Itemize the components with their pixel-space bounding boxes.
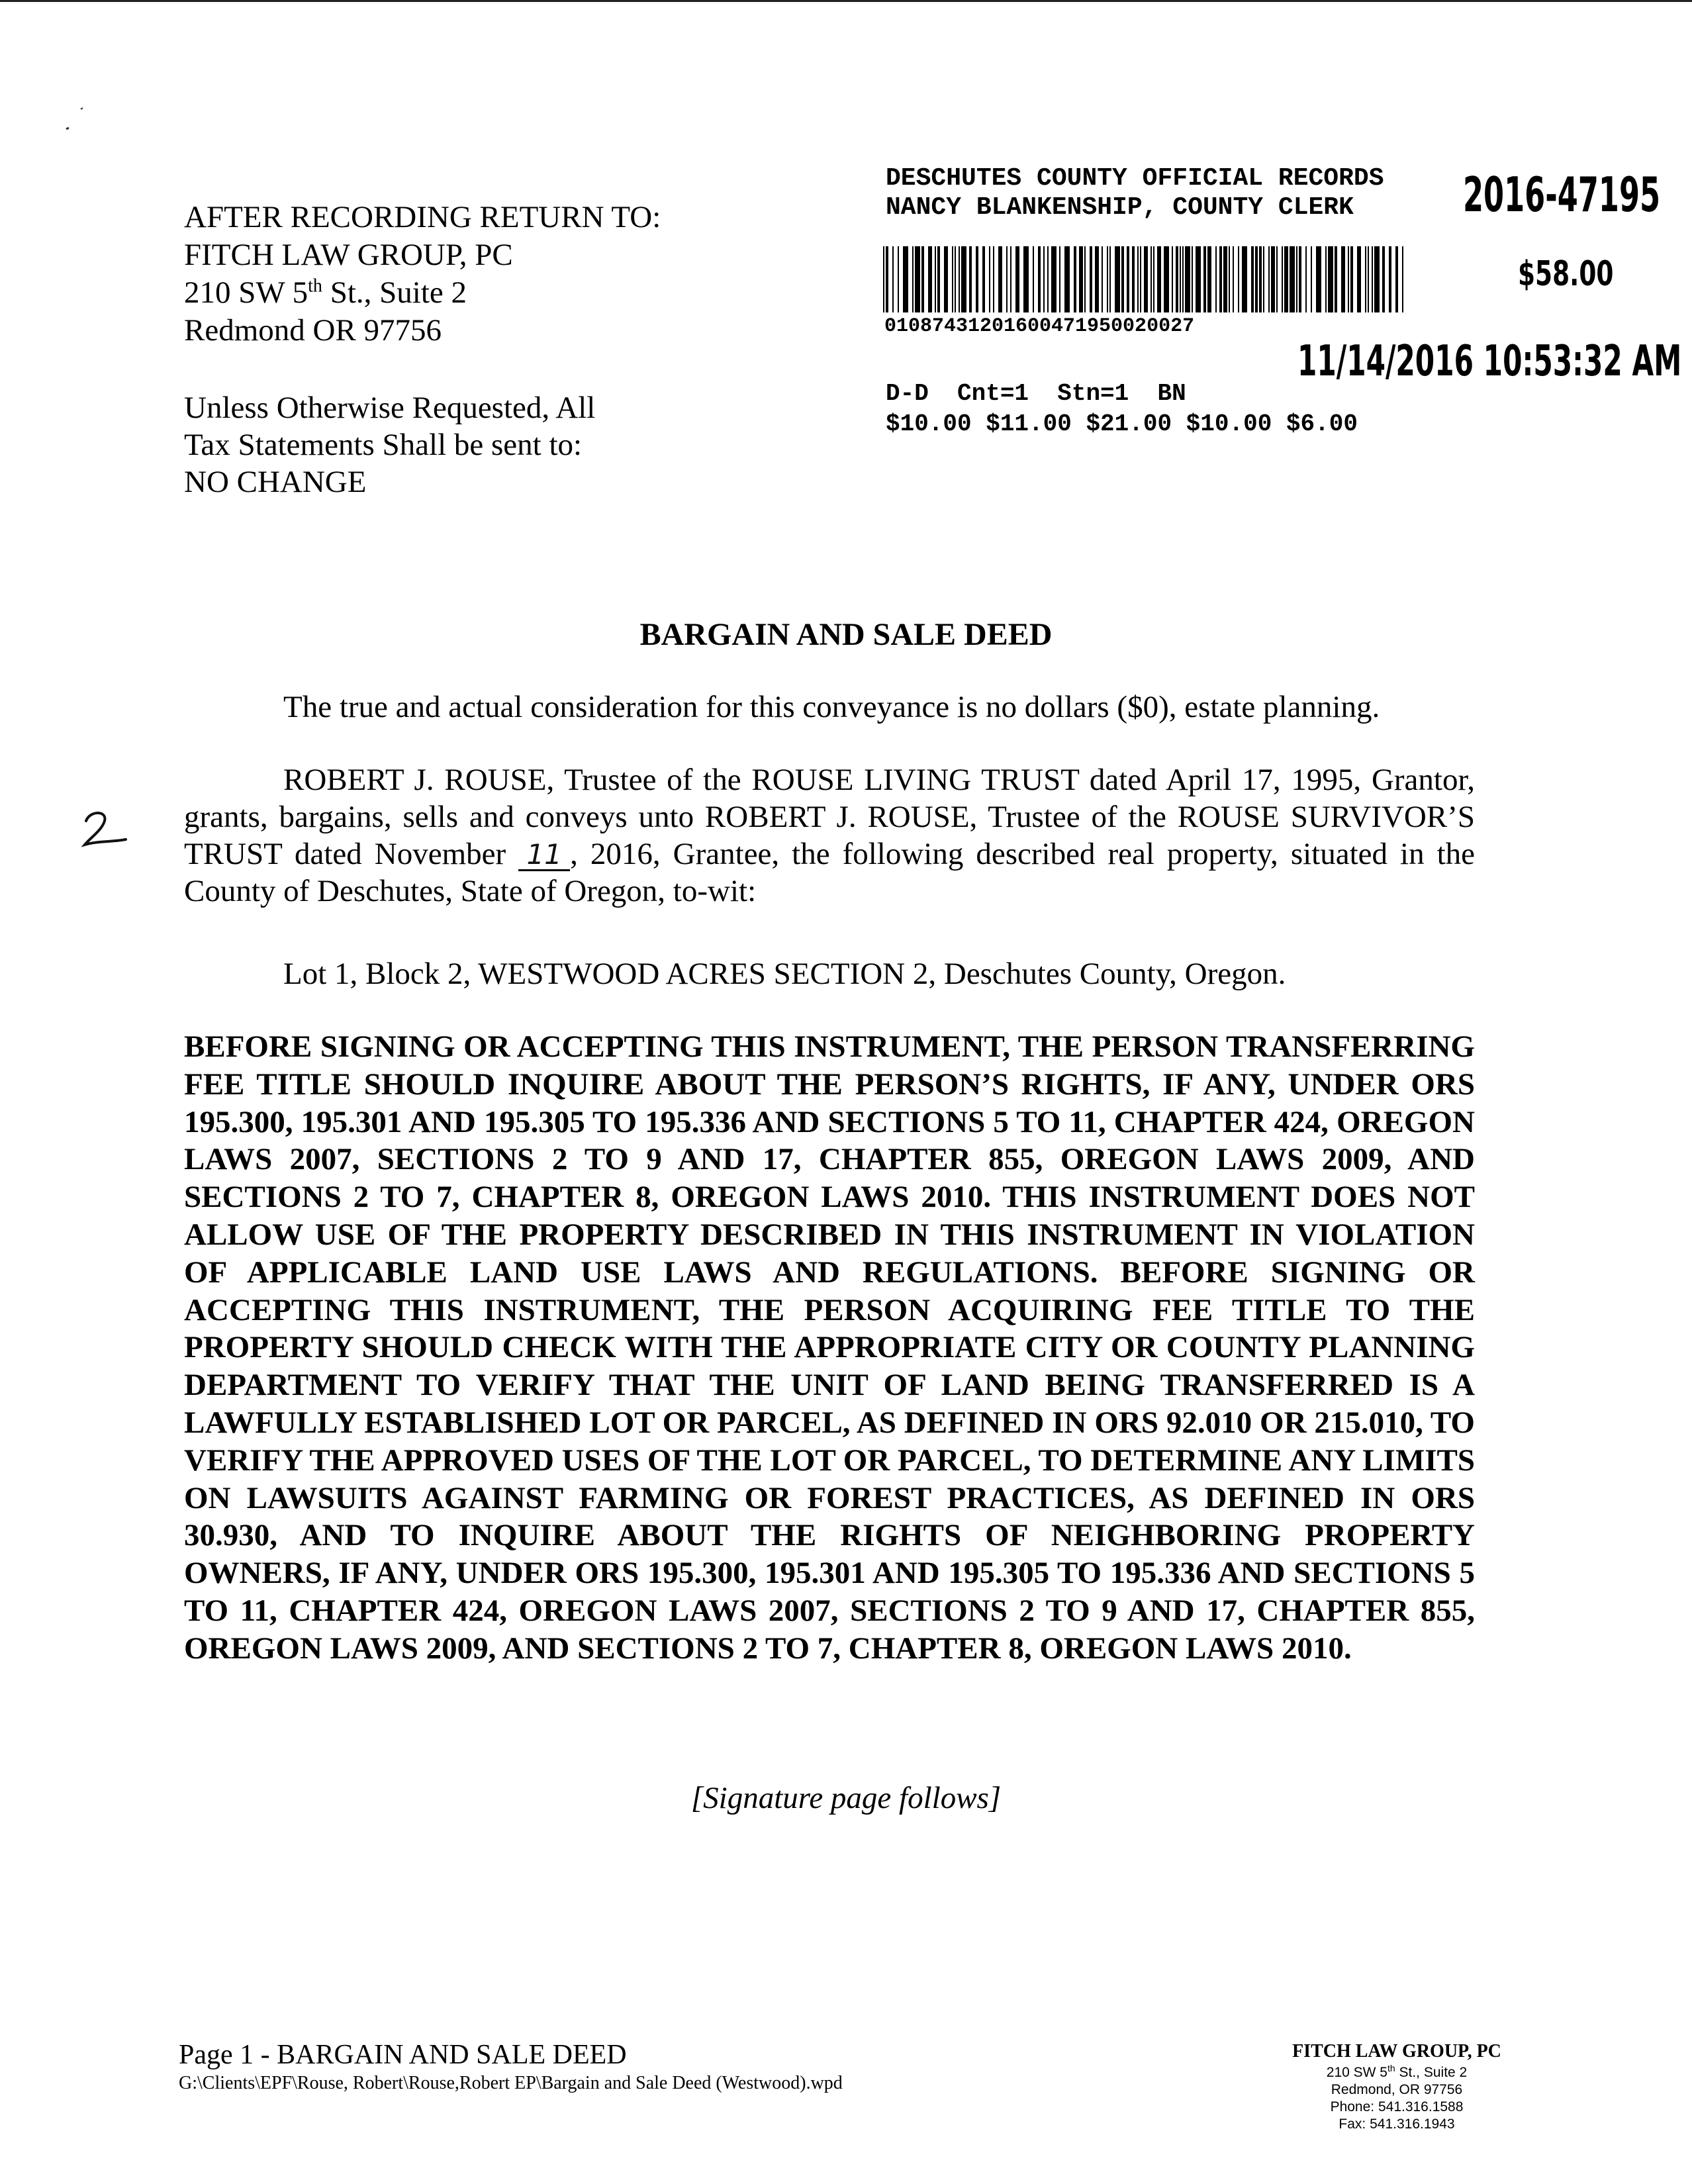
barcode-bar	[1255, 246, 1258, 312]
barcode-bar	[915, 246, 920, 312]
barcode-bar	[1251, 246, 1254, 312]
grant-text-part-2: , 2016, Grantee, the following described real property, situated in the County of Deschutes, State of Oregon, to-wit:	[184, 837, 1475, 908]
barcode-bar	[1305, 246, 1307, 312]
recording-document-number: 2016-47195	[1463, 167, 1661, 222]
barcode-bar	[1176, 246, 1178, 312]
barcode-bar	[1079, 246, 1083, 312]
recording-county-line-1: DESCHUTES COUNTY OFFICIAL RECORDS	[886, 164, 1384, 193]
barcode-bar	[969, 246, 972, 312]
barcode-bar	[993, 246, 994, 312]
barcode-digits: 01087431201600471950020027	[884, 315, 1195, 338]
footer-firm-city: Redmond, OR 97756	[1331, 2082, 1463, 2097]
barcode-bar	[1107, 246, 1108, 312]
barcode-bar	[1064, 246, 1070, 312]
barcode-bar	[1153, 246, 1154, 312]
barcode-bar	[1219, 246, 1222, 312]
barcode-bar	[1102, 246, 1103, 312]
barcode-bar	[1271, 246, 1275, 312]
barcode-bar	[1268, 246, 1270, 312]
return-to-city: Redmond OR 97756	[184, 313, 442, 348]
return-to-heading: AFTER RECORDING RETURN TO:	[184, 200, 661, 234]
return-to-block	[184, 199, 661, 350]
barcode-bar	[1192, 246, 1193, 312]
barcode-bar	[1157, 246, 1161, 312]
barcode-bar	[955, 246, 956, 312]
signature-page-follows: [Signature page follows]	[690, 1781, 1002, 1815]
barcode-bar	[1372, 246, 1373, 312]
barcode-bar	[944, 246, 948, 312]
barcode-bar	[1299, 246, 1301, 312]
barcode-bar	[1402, 246, 1403, 312]
legal-description: Lot 1, Block 2, WESTWOOD ACRES SECTION 2, Deschutes County, Oregon.	[283, 957, 1286, 991]
barcode-bar	[1015, 246, 1019, 312]
barcode-bar	[1203, 246, 1206, 312]
barcode-bar	[886, 246, 888, 312]
barcode-bar	[952, 246, 953, 312]
barcode-bar	[1395, 246, 1398, 312]
tax-line-2: Tax Statements Shall be sent to:	[184, 428, 583, 462]
barcode-bar	[1121, 246, 1124, 312]
footer-firm-contact	[1258, 2064, 1536, 2133]
barcode-bar	[1325, 246, 1327, 312]
handwritten-day-blank: 11	[518, 840, 570, 871]
deed-title: BARGAIN AND SALE DEED	[639, 617, 1053, 652]
barcode-bar	[1290, 246, 1295, 312]
barcode-bar	[1207, 246, 1211, 312]
barcode-bar	[1233, 246, 1234, 312]
stray-pen-mark	[61, 103, 101, 142]
barcode-bar	[1144, 246, 1148, 312]
barcode-bar	[1357, 246, 1361, 312]
recording-fees: $10.00 $11.00 $21.00 $10.00 $6.00	[886, 410, 1358, 438]
return-to-address: 210 SW 5th St., Suite 2	[184, 275, 467, 310]
recording-barcode	[883, 246, 1406, 312]
barcode-bar	[1284, 246, 1288, 312]
barcode-bar	[976, 246, 978, 312]
handwritten-margin-mark	[78, 806, 131, 853]
footer-firm-address: 210 SW 5th St., Suite 2	[1326, 2063, 1468, 2080]
barcode-bar	[1051, 246, 1057, 312]
barcode-bar	[937, 246, 940, 312]
barcode-bar	[883, 246, 884, 312]
barcode-bar	[1259, 246, 1262, 312]
barcode-bar	[1074, 246, 1076, 312]
barcode-bar	[1132, 246, 1135, 312]
land-use-warning: BEFORE SIGNING OR ACCEPTING THIS INSTRUMENT, THE PERSON TRANSFERRING FEE TITLE SHOULD INQUIRE ABOUT THE PERSON’S RIGHTS, IF ANY, UNDER ORS 195.300, 195.301 AND 195.305 TO 195.336 AND SECTIONS 5 TO 11, CHAPTER 424, OREGON LAWS 2007, SECTIONS 2 TO 9 AND 17, CHAPTER 855, OREGON LAWS 2009, AND SECTIONS 2 TO 7, CHAPTER 8, OREGON LAWS 2010. THIS INSTRUMENT DOES NOT ALLOW USE OF THE PROPERTY DESCRIBED IN THIS INSTRUMENT IN VIOLATION OF APPLICABLE LAND USE LAWS AND REGULATIONS. BEFORE SIGNING OR ACCEPTING THIS INSTRUMENT, THE PERSON ACQUIRING FEE TITLE TO THE PROPERTY SHOULD CHECK WITH THE APPROPRIATE CITY OR COUNTY PLANNING DEPARTMENT TO VERIFY THAT THE UNIT OF LAND BEING TRANSFERRED IS A LAWFULLY ESTABLISHED LOT OR PARCEL, AS DEFINED IN ORS 92.010 OR 215.010, TO VERIFY THE APPROVED USES OF THE LOT OR PARCEL, TO DETERMINE ANY LIMITS ON LAWSUITS AGAINST FARMING OR FOREST PRACTICES, AS DEFINED IN ORS 30.930, AND TO INQUIRE ABOUT THE RIGHTS OF NEIGHBORING PROPERTY OWNERS, IF ANY, UNDER ORS 195.300, 195.301 AND 195.305 TO 195.336 AND SECTIONS 5 TO 11, CHAPTER 424, OREGON LAWS 2007, SECTIONS 2 TO 9 AND 17, CHAPTER 855, OREGON LAWS 2009, AND SECTIONS 2 TO 7, CHAPTER 8, OREGON LAWS 2010.	[184, 1029, 1475, 1666]
barcode-bar	[1172, 246, 1173, 312]
barcode-bar	[1115, 246, 1120, 312]
barcode-bar	[1348, 246, 1349, 312]
barcode-bar	[1196, 246, 1201, 312]
footer-page-label: Page 1 - BARGAIN AND SALE DEED	[179, 2040, 627, 2070]
barcode-bar	[961, 246, 966, 312]
barcode-bar	[1180, 246, 1181, 312]
barcode-bar	[1368, 246, 1369, 312]
barcode-bar	[1127, 246, 1129, 312]
barcode-bar	[898, 246, 899, 312]
barcode-bar	[989, 246, 990, 312]
barcode-bar	[1389, 246, 1391, 312]
barcode-bar	[1223, 246, 1227, 312]
barcode-bar	[1095, 246, 1099, 312]
grant-paragraph	[184, 761, 1475, 910]
barcode-bar	[1311, 246, 1312, 312]
barcode-bar	[1185, 246, 1190, 312]
barcode-bar	[928, 246, 932, 312]
recording-county-line-2: NANCY BLANKENSHIP, COUNTY CLERK	[886, 193, 1354, 222]
barcode-bar	[1006, 246, 1008, 312]
scan-edge-line	[0, 0, 1692, 2]
barcode-bar	[1059, 246, 1060, 312]
barcode-bar	[1109, 246, 1111, 312]
footer-firm-phone: Phone: 541.316.1588	[1330, 2099, 1464, 2114]
grant-text-part-1: ROBERT J. ROUSE, Trustee of the ROUSE LIVING TRUST dated April 17, 1995, Grantor, grants, bargains, sells and conveys unto ROBERT J. ROUSE, Trustee of the ROUSE SURVIVOR’S TRUST dated November	[184, 763, 1475, 871]
barcode-bar	[921, 246, 924, 312]
barcode-bar	[1047, 246, 1049, 312]
barcode-bar	[1350, 246, 1353, 312]
barcode-bar	[1023, 246, 1029, 312]
barcode-bar	[1033, 246, 1034, 312]
tax-line-1: Unless Otherwise Requested, All	[184, 391, 596, 425]
barcode-bar	[1215, 246, 1217, 312]
tax-line-3: NO CHANGE	[184, 465, 367, 499]
return-to-firm: FITCH LAW GROUP, PC	[184, 238, 513, 272]
barcode-bar	[1328, 246, 1333, 312]
barcode-bar	[912, 246, 914, 312]
barcode-bar	[1365, 246, 1366, 312]
barcode-bar	[935, 246, 936, 312]
footer-firm-fax: Fax: 541.316.1943	[1339, 2116, 1455, 2132]
barcode-bar	[1374, 246, 1380, 312]
barcode-bar	[1182, 246, 1184, 312]
barcode-bar	[1229, 246, 1230, 312]
barcode-bar	[1038, 246, 1041, 312]
barcode-bar	[1263, 246, 1264, 312]
footer-file-path: G:\Clients\EPF\Rouse, Robert\Rouse,Robert EP\Bargain and Sale Deed (Westwood).wpd	[179, 2073, 843, 2093]
barcode-bar	[1382, 246, 1385, 312]
barcode-bar	[1010, 246, 1011, 312]
barcode-bar	[892, 246, 894, 312]
recording-datetime: 11/14/2016 10:53:32 AM	[1297, 337, 1682, 386]
barcode-bar	[1140, 246, 1141, 312]
barcode-bar	[1335, 246, 1337, 312]
barcode-bar	[903, 246, 908, 312]
barcode-bar	[1341, 246, 1345, 312]
barcode-bar	[1164, 246, 1169, 312]
barcode-bar	[998, 246, 1002, 312]
barcode-bar	[1276, 246, 1278, 312]
consideration-paragraph: The true and actual consideration for this conveyance is no dollars ($0), estate planning.	[283, 690, 1380, 724]
barcode-bar	[1137, 246, 1139, 312]
tax-statements-block	[184, 389, 595, 500]
barcode-bar	[1238, 246, 1239, 312]
barcode-bar	[982, 246, 985, 312]
barcode-bar	[1242, 246, 1247, 312]
barcode-bar	[959, 246, 960, 312]
barcode-bar	[1090, 246, 1092, 312]
recording-county-header	[886, 164, 1384, 222]
barcode-bar	[1282, 246, 1283, 312]
barcode-bar	[1296, 246, 1297, 312]
barcode-bar	[1084, 246, 1086, 312]
recording-codes: D-D Cnt=1 Stn=1 BN	[886, 380, 1186, 407]
recording-amount: $58.00	[1518, 254, 1614, 294]
barcode-bar	[1316, 246, 1321, 312]
barcode-bar	[1151, 246, 1152, 312]
footer-firm-name: FITCH LAW GROUP, PC	[1292, 2041, 1501, 2062]
barcode-bar	[1043, 246, 1045, 312]
